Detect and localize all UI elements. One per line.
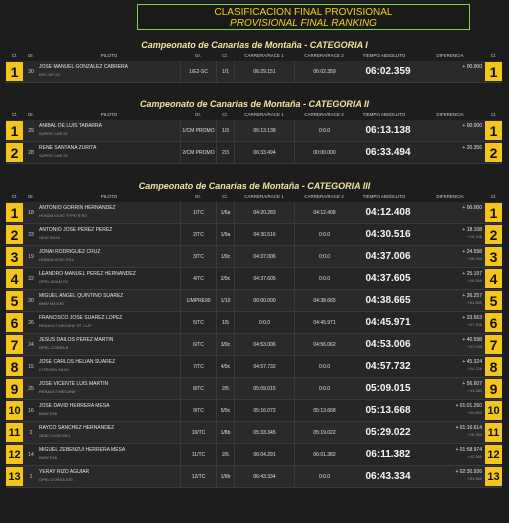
car-name: BMW E36 <box>39 411 58 416</box>
column-header-pilot: PILOTO <box>100 194 118 199</box>
dorsal-number: 30 <box>28 68 34 75</box>
position-badge-right: 3 <box>485 247 502 266</box>
dorsal-number: 23 <box>28 231 34 238</box>
cell-race2: 0:0.0 <box>294 120 354 141</box>
cell-race1: 0:0.0 <box>234 312 294 333</box>
cell-race2: 04:56.062 <box>294 334 354 355</box>
table-row[interactable] <box>6 224 502 246</box>
cell-race2: 04:38.665 <box>294 290 354 311</box>
title-line-1: CLASIFICACION FINAL PROVISIONAL <box>214 7 393 18</box>
pilot-cell <box>39 425 179 438</box>
column-header-race2: CARRERA/RACE 2 <box>304 112 344 117</box>
position-badge: 13 <box>6 467 23 486</box>
position-badge: 8 <box>6 357 23 376</box>
pilot-name: MIGUEL ZEBENZUI HERRERA MESA <box>39 447 126 453</box>
position-badge-right: 11 <box>485 423 502 442</box>
dorsal-number: 29 <box>28 127 34 134</box>
pilot-name: ANTONIO JOSE PEREZ PEREZ <box>39 227 113 233</box>
pilot-name: JOSE CARLOS HELIAN SUAREZ <box>39 359 116 365</box>
cell-class: 1/5 <box>216 312 234 333</box>
dorsal-number: 15 <box>28 363 34 370</box>
cell-group: 1/MPRE90 <box>180 290 216 311</box>
cell-group: 10/TC <box>180 422 216 443</box>
car-name: SUPER CAR 51 <box>39 131 68 136</box>
column-header-dorsal: Dr. <box>28 53 34 58</box>
cell-race2: 06:01.382 <box>294 444 354 465</box>
results-table <box>6 120 502 164</box>
table-row[interactable] <box>6 378 502 400</box>
car-name: CITROEN SAXO <box>39 367 70 372</box>
difference-leader: + 00.000 <box>462 205 482 211</box>
difference-leader: + 24.598 <box>462 249 482 255</box>
position-badge: 3 <box>6 247 23 266</box>
difference-previous: +18.108 <box>467 234 482 239</box>
position-badge: 1 <box>6 62 23 81</box>
table-row[interactable] <box>6 334 502 356</box>
position-badge-right: 8 <box>485 357 502 376</box>
dorsal-number: 18 <box>28 209 34 216</box>
column-header-race1: CARRERA/RACE 1 <box>244 112 284 117</box>
difference-cell <box>422 64 482 71</box>
difference-cell <box>422 145 482 152</box>
table-row[interactable] <box>6 290 502 312</box>
difference-previous: +11.283 <box>467 388 482 393</box>
table-row[interactable] <box>6 142 502 164</box>
difference-leader: + 18.108 <box>462 227 482 233</box>
pilot-name: JOSE DAVID HERRERA MESA <box>39 403 110 409</box>
position-badge: 10 <box>6 401 23 420</box>
difference-previous: +42.360 <box>467 454 482 459</box>
table-row[interactable] <box>6 356 502 378</box>
difference-leader: + 26.257 <box>462 293 482 299</box>
section-title: Campeonato de Canarias de Montaña - CATEGORIA II <box>139 99 370 109</box>
total-time: 06:33.494 <box>365 147 411 158</box>
difference-cell <box>422 271 482 283</box>
pilot-name: MIGUEL ANGEL QUINTINO SUAREZ <box>39 293 124 299</box>
difference-previous: +07.306 <box>467 322 482 327</box>
position-badge-right: 5 <box>485 291 502 310</box>
cell-class: 1/6a <box>216 202 234 223</box>
pilot-cell <box>39 469 179 482</box>
difference-previous: +04.653 <box>467 410 482 415</box>
pilot-name: YERAY RIZO AGUIAR <box>39 469 90 475</box>
cell-group: 8/TC <box>180 378 216 399</box>
car-name: OPEL ADAM R2 <box>39 279 69 284</box>
car-name: BMW M3 E30 <box>39 301 64 306</box>
cell-race2: 04:12.408 <box>294 202 354 223</box>
pilot-cell <box>39 293 179 306</box>
cell-class: 1/8b <box>216 422 234 443</box>
difference-leader: + 40.598 <box>462 337 482 343</box>
car-name: OPEL CORSA GSI <box>39 477 73 482</box>
cell-race1: 04:53.006 <box>234 334 294 355</box>
cell-race1: 05:09.015 <box>234 378 294 399</box>
position-badge-right: 1 <box>485 203 502 222</box>
cell-class: 2/3 <box>216 142 234 163</box>
column-headers <box>0 111 509 119</box>
column-header-total: TIEMPO ABSOLUTO <box>362 194 406 199</box>
dorsal-number: 22 <box>28 275 34 282</box>
cell-group: 11/TC <box>180 444 216 465</box>
section-title: Campeonato de Canarias de Montaña - CATEGORIA III <box>138 181 371 191</box>
column-header-race1: CARRERA/RACE 1 <box>244 194 284 199</box>
car-name: SEAT LEON MK1 <box>39 433 71 438</box>
cell-group: 3/TC <box>180 246 216 267</box>
position-badge: 7 <box>6 335 23 354</box>
position-badge: 2 <box>6 143 23 162</box>
position-badge-right: 4 <box>485 269 502 288</box>
total-time: 06:02.359 <box>365 66 411 77</box>
car-name: RENAULT MEGANE <box>39 389 76 394</box>
table-row[interactable] <box>6 312 502 334</box>
cell-race1: 06:33.494 <box>234 142 294 163</box>
difference-cell <box>422 205 482 212</box>
column-header-race1: CARRERA/RACE 1 <box>244 53 284 58</box>
dorsal-number: 19 <box>28 253 34 260</box>
cell-class: 3/9c <box>216 334 234 355</box>
table-row[interactable] <box>6 422 502 444</box>
difference-previous: +04.726 <box>467 366 482 371</box>
pilot-cell <box>39 315 179 328</box>
pilot-name: RAYCO SANCHEZ HERNANDEZ <box>39 425 115 431</box>
difference-leader: + 02:30.926 <box>455 469 482 475</box>
position-badge: 1 <box>6 121 23 140</box>
dorsal-number: 1 <box>29 473 33 480</box>
pilot-cell <box>39 145 179 158</box>
difference-leader: + 01:16.614 <box>455 425 482 431</box>
difference-cell <box>422 425 482 437</box>
dorsal-number: 20 <box>28 297 34 304</box>
cell-race2: 0:0.0 <box>294 224 354 245</box>
position-badge: 2 <box>6 225 23 244</box>
position-badge-right: 6 <box>485 313 502 332</box>
cell-race2: 0:0.0 <box>294 378 354 399</box>
cell-race1: 06:13.138 <box>234 120 294 141</box>
position-badge: 1 <box>6 203 23 222</box>
total-time: 05:13.668 <box>365 405 411 416</box>
cell-race1: 00:00.000 <box>234 290 294 311</box>
position-badge-right: 9 <box>485 379 502 398</box>
cell-race1: 06:04.291 <box>234 444 294 465</box>
pilot-cell <box>39 381 179 394</box>
cell-group: 7/TC <box>180 356 216 377</box>
table-row[interactable] <box>6 400 502 422</box>
car-name: HONDA CIVIC EK4 <box>39 257 74 262</box>
car-name: SUPER CAR 52 <box>39 153 68 158</box>
cell-race1: 06:43.334 <box>234 466 294 487</box>
total-time: 04:37.605 <box>365 273 411 284</box>
pilot-name: FRANCISCO JOSE SUAREZ LOPEZ <box>39 315 123 321</box>
pilot-cell <box>39 205 179 218</box>
total-time: 04:37.006 <box>365 251 411 262</box>
table-row[interactable] <box>6 61 502 83</box>
cell-class: 2/9c <box>216 268 234 289</box>
position-badge: 6 <box>6 313 23 332</box>
cell-class: 4/9c <box>216 356 234 377</box>
results-table <box>6 61 502 83</box>
column-header-category: Gr. <box>194 53 201 58</box>
cell-group: 4/TC <box>180 268 216 289</box>
pilot-cell <box>39 403 179 416</box>
table-row[interactable] <box>6 268 502 290</box>
car-name: BRC BR 53 <box>39 72 60 77</box>
difference-previous: +07.035 <box>467 344 482 349</box>
cell-group: 1/TC <box>180 202 216 223</box>
difference-previous: +15.354 <box>467 432 482 437</box>
difference-cell <box>422 337 482 349</box>
cell-class: 1/9c <box>216 246 234 267</box>
results-table <box>6 202 502 488</box>
pilot-cell <box>39 227 179 240</box>
dorsal-number: 26 <box>28 319 34 326</box>
column-header-pilot: PILOTO <box>100 112 118 117</box>
difference-previous: +31.952 <box>467 476 482 481</box>
table-row[interactable] <box>6 120 502 142</box>
column-header-diff: DIFERENCIA <box>436 112 464 117</box>
position-badge-right: 7 <box>485 335 502 354</box>
cell-race2: 05:13.668 <box>294 400 354 421</box>
column-header-diff: DIFERENCIA <box>436 53 464 58</box>
position-badge: 9 <box>6 379 23 398</box>
cell-class: 2/5 <box>216 444 234 465</box>
table-row[interactable] <box>6 202 502 224</box>
column-header-cl: Cl. <box>11 53 18 58</box>
column-header-cl2: Cl. <box>490 194 497 199</box>
difference-cell <box>422 403 482 415</box>
pilot-cell <box>39 64 179 77</box>
table-row[interactable] <box>6 444 502 466</box>
pilot-cell <box>39 271 179 284</box>
pilot-cell <box>39 249 179 262</box>
cell-race1: 04:20.283 <box>234 202 294 223</box>
table-row[interactable] <box>6 466 502 488</box>
difference-leader: + 20.356 <box>462 145 482 151</box>
difference-leader: + 25.197 <box>462 271 482 277</box>
cell-group: 9/TC <box>180 400 216 421</box>
cell-class: 5/9c <box>216 400 234 421</box>
difference-cell <box>422 469 482 481</box>
cell-race2: 0:0.0 <box>294 466 354 487</box>
difference-leader: + 00.000 <box>462 64 482 70</box>
column-header-total: TIEMPO ABSOLUTO <box>362 112 406 117</box>
position-badge-right: 2 <box>485 225 502 244</box>
column-header-cl2: Cl. <box>490 112 497 117</box>
cell-class: 1/1 <box>216 61 234 82</box>
difference-cell <box>422 227 482 239</box>
total-time: 05:29.022 <box>365 427 411 438</box>
cell-race2: 0:0.0 <box>294 268 354 289</box>
column-header-race2: CARRERA/RACE 2 <box>304 53 344 58</box>
position-badge-right: 12 <box>485 445 502 464</box>
cell-class: 1/9a <box>216 224 234 245</box>
difference-leader: + 01:58.974 <box>455 447 482 453</box>
cell-class: 1/3 <box>216 120 234 141</box>
pilot-name: ANTONIO GORRIN HERNANDEZ <box>39 205 116 211</box>
difference-cell <box>422 381 482 393</box>
total-time: 05:09.015 <box>365 383 411 394</box>
car-name: BMW E36 <box>39 455 58 460</box>
cell-race2: 05:19.022 <box>294 422 354 443</box>
pilot-name: JONAI RODRIGUEZ CRUZ <box>39 249 101 255</box>
difference-cell <box>422 315 482 327</box>
dorsal-number: 25 <box>28 385 34 392</box>
column-header-category: Gr. <box>194 194 201 199</box>
car-name: SEAT IBIZA <box>39 235 61 240</box>
cell-group: 1/CM PROMO <box>180 120 216 141</box>
position-badge: 5 <box>6 291 23 310</box>
cell-race2: 0:0.0 <box>294 246 354 267</box>
difference-leader: + 56.607 <box>462 381 482 387</box>
cell-group: 2/TC <box>180 224 216 245</box>
difference-cell <box>422 249 482 261</box>
total-time: 04:12.408 <box>365 207 411 218</box>
dorsal-number: 16 <box>28 407 34 414</box>
dorsal-number: 14 <box>28 451 34 458</box>
difference-cell <box>422 359 482 371</box>
cell-group: 6/TC <box>180 334 216 355</box>
cell-race1: 04:57.732 <box>234 356 294 377</box>
column-headers <box>0 52 509 60</box>
total-time: 04:53.006 <box>365 339 411 350</box>
position-badge: 12 <box>6 445 23 464</box>
difference-cell <box>422 447 482 459</box>
difference-previous: +06.490 <box>467 256 482 261</box>
car-name: RENAULT MEGANE RT CUP <box>39 323 92 328</box>
total-time: 06:11.382 <box>365 449 411 460</box>
position-badge: 4 <box>6 269 23 288</box>
pilot-name: JESUS DAILOS PEREZ MARTIN <box>39 337 114 343</box>
column-header-total: TIEMPO ABSOLUTO <box>362 53 406 58</box>
position-badge-right: 10 <box>485 401 502 420</box>
pilot-name: ANIBAL DE LUIS TABARRA <box>39 123 102 129</box>
total-time: 04:57.732 <box>365 361 411 372</box>
difference-previous: +00.599 <box>467 278 482 283</box>
column-header-pilot: PILOTO <box>100 53 118 58</box>
cell-race1: 05:33.345 <box>234 422 294 443</box>
column-header-cl2: Cl. <box>490 53 497 58</box>
column-header-class: Cl. <box>222 53 228 58</box>
difference-leader: + 33.563 <box>462 315 482 321</box>
cell-race2: 0:0.0 <box>294 356 354 377</box>
cell-group: 12/TC <box>180 466 216 487</box>
cell-race2: 06:02.359 <box>294 61 354 82</box>
title-banner <box>137 4 470 30</box>
table-row[interactable] <box>6 246 502 268</box>
difference-cell <box>422 123 482 130</box>
cell-group: 2/CM PROMO <box>180 142 216 163</box>
column-header-dorsal: Dr. <box>28 112 34 117</box>
total-time: 04:30.516 <box>365 229 411 240</box>
position-badge-right: 13 <box>485 467 502 486</box>
column-header-dorsal: Dr. <box>28 194 34 199</box>
dorsal-number: 2 <box>29 429 33 436</box>
difference-previous: +01.060 <box>467 300 482 305</box>
cell-class: 1/10 <box>216 290 234 311</box>
position-badge-right: 2 <box>485 143 502 162</box>
pilot-cell <box>39 359 179 372</box>
dorsal-number: 24 <box>28 341 34 348</box>
position-badge-right: 1 <box>485 121 502 140</box>
section-title: Campeonato de Canarias de Montaña - CATEGORIA I <box>141 40 368 50</box>
difference-leader: + 00.000 <box>462 123 482 129</box>
column-header-cl: Cl. <box>11 112 18 117</box>
total-time: 04:38.665 <box>365 295 411 306</box>
dorsal-number: 28 <box>28 149 34 156</box>
pilot-cell <box>39 447 179 460</box>
column-header-class: Cl. <box>222 112 228 117</box>
pilot-name: LEANDRO MANUEL PEREZ HERNANDEZ <box>39 271 136 277</box>
total-time: 06:43.334 <box>365 471 411 482</box>
pilot-name: RENE SANTANA ZURITA <box>39 145 97 151</box>
cell-race1: 04:30.516 <box>234 224 294 245</box>
column-header-diff: DIFERENCIA <box>436 194 464 199</box>
total-time: 04:45.971 <box>365 317 411 328</box>
column-header-category: Gr. <box>194 112 201 117</box>
column-header-race2: CARRERA/RACE 2 <box>304 194 344 199</box>
cell-race1: 05:16.072 <box>234 400 294 421</box>
cell-race2: 00:00.000 <box>294 142 354 163</box>
cell-class: 2/5 <box>216 378 234 399</box>
cell-race2: 04:45.971 <box>294 312 354 333</box>
cell-race1: 04:37.006 <box>234 246 294 267</box>
title-line-2: PROVISIONAL FINAL RANKING <box>230 18 377 29</box>
column-header-class: Cl. <box>222 194 228 199</box>
column-header-cl: Cl. <box>11 194 18 199</box>
difference-leader: + 45.324 <box>462 359 482 365</box>
cell-class: 1/9b <box>216 466 234 487</box>
difference-cell <box>422 293 482 305</box>
difference-leader: + 01:01.260 <box>455 403 482 409</box>
position-badge-right: 1 <box>485 62 502 81</box>
cell-group: 1/E2-SC <box>180 61 216 82</box>
position-badge: 11 <box>6 423 23 442</box>
pilot-name: JOSE VICENTE LUIS MARTIN <box>39 381 109 387</box>
cell-group: 5/TC <box>180 312 216 333</box>
cell-race1: 04:37.605 <box>234 268 294 289</box>
cell-race1: 06:29.151 <box>234 61 294 82</box>
total-time: 06:13.138 <box>365 125 411 136</box>
pilot-cell <box>39 337 179 350</box>
column-headers <box>0 193 509 201</box>
car-name: HONDA CIVIC TYPE R R3 <box>39 213 87 218</box>
pilot-cell <box>39 123 179 136</box>
pilot-name: JOSE MANUEL GONZALEZ CABRERA <box>39 64 128 70</box>
car-name: OPEL CORSA B <box>39 345 69 350</box>
